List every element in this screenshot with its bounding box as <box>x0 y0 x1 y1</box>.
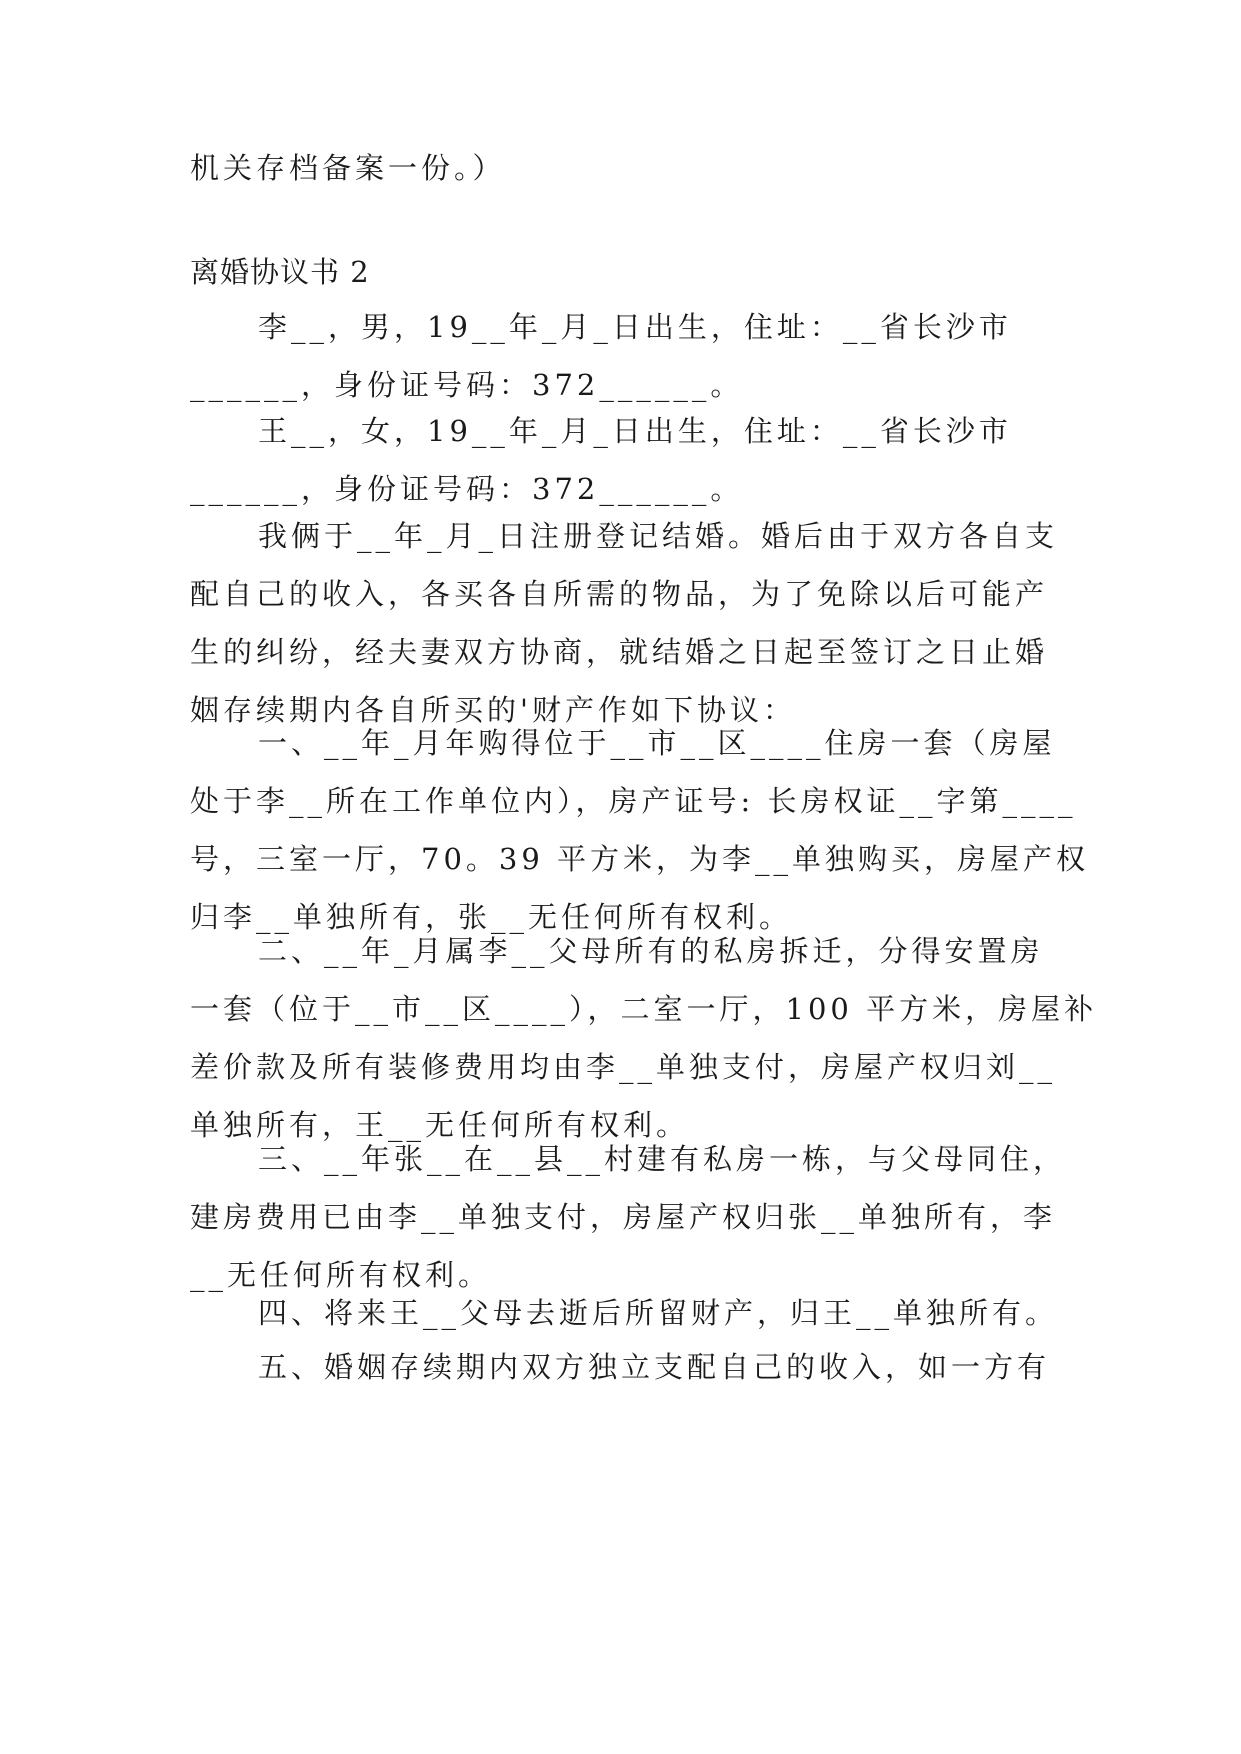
paragraph-clause-2 <box>190 922 1098 1154</box>
text-line: 处于李__所在工作单位内），房产证号: 长房权证__字第____ <box>190 784 1077 818</box>
text-line: 五、婚姻存续期内双方独立支配自己的收入，如一方有 <box>258 1350 1051 1384</box>
text-line: 二、__年_月属李__父母所有的私房拆迁，分得安置房 <box>258 934 1044 968</box>
paragraph-clause-3 <box>190 1130 1067 1304</box>
paragraph-clause-4 <box>190 1284 1060 1342</box>
text-line: 生的纠纷，经夫妻双方协商，就结婚之日起至签订之日止婚 <box>190 635 1049 669</box>
text-line: 姻存续期内各自所买的'财产作如下协议： <box>190 693 796 727</box>
text-line: 一、__年_月年购得位于__市__区____住房一套（房屋 <box>258 726 1056 760</box>
text-line: 建房费用已由李__单独支付，房屋产权归张__单独所有，李 <box>190 1200 1057 1234</box>
text-line: 李__，男，19__年_月_日出生，住址：__省长沙市 <box>258 310 1012 344</box>
text-line: 单独所有，王__无任何所有权利。 <box>190 1108 690 1142</box>
paragraph-preamble <box>190 507 1060 739</box>
paragraph-party-wang <box>190 402 1060 518</box>
paragraph-party-li <box>190 298 1060 414</box>
text-line: 差价款及所有装修费用均由李__单独支付，房屋产权归刘__ <box>190 1050 1057 1084</box>
continuation-text <box>190 139 1060 197</box>
text-line: 归李__单独所有，张__无任何所有权利。 <box>190 900 793 934</box>
document-title: 离婚协议书 2 <box>190 255 370 289</box>
paragraph-clause-5 <box>190 1338 1060 1396</box>
paragraph-clause-1 <box>190 714 1090 946</box>
text-line: 四、将来王__父母去逝后所留财产，归王__单独所有。 <box>258 1296 1059 1330</box>
text-line: 机关存档备案一份。） <box>190 151 506 185</box>
text-line: ______，身份证号码：372______。 <box>190 472 744 506</box>
text-line: 号，三室一厅，70。39 平方米，为李__单独购买，房屋产权 <box>190 842 1090 876</box>
text-line: __无任何所有权利。 <box>190 1258 492 1292</box>
text-line: 三、__年张__在__县__村建有私房一栋，与父母同住， <box>258 1142 1067 1176</box>
text-line: 我俩于__年_月_日注册登记结婚。婚后由于双方各自支 <box>258 519 1059 553</box>
text-line: 王__，女，19__年_月_日出生，住址：__省长沙市 <box>258 414 1012 448</box>
text-line: ______，身份证号码：372______。 <box>190 368 744 402</box>
text-line: 配自己的收入，各买各自所需的物品，为了免除以后可能产 <box>190 577 1049 611</box>
text-line: 一套（位于__市__区____），二室一厅，100 平方米，房屋补 <box>190 992 1098 1026</box>
